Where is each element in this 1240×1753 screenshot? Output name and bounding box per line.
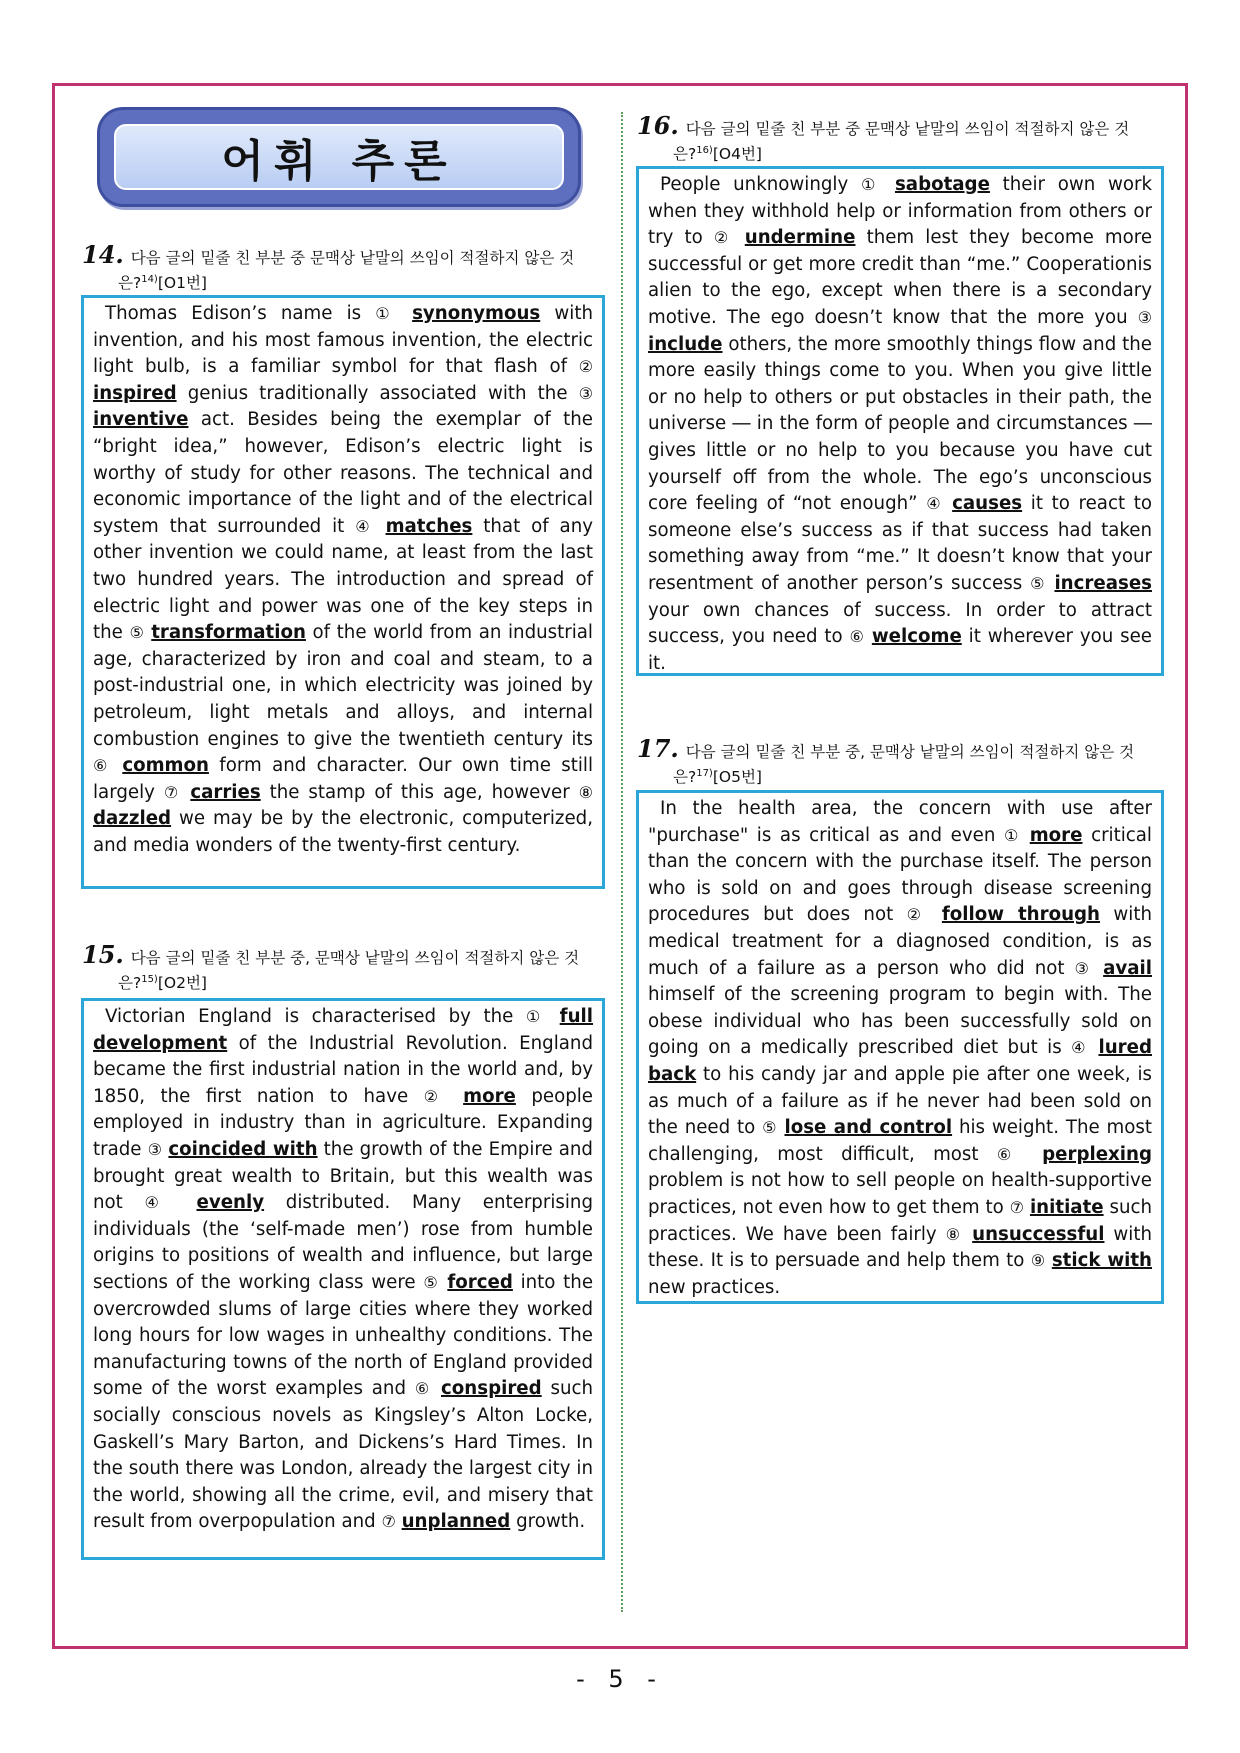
underlined-choice: carries — [190, 781, 261, 803]
choice-marker: ① — [1003, 825, 1022, 845]
passage-segment: such practices. We have been fairly — [648, 1196, 1153, 1245]
question-stem: 다음 글의 밑줄 친 부분 중, 문맥상 낱말의 쓰임이 적절하지 않은 것 — [130, 949, 580, 967]
underlined-choice: lured back — [648, 1037, 1152, 1085]
passage-segment: with invention, and his most famous invention, the electric light bulb, is a familiar symbol for that flash of — [93, 303, 593, 378]
passage-text — [648, 172, 1152, 677]
choice-marker: ⑥ — [414, 1379, 433, 1399]
footnote-ref: 17) — [696, 768, 713, 779]
underlined-choice: more — [463, 1085, 516, 1107]
choice-marker: ⑤ — [129, 623, 145, 643]
choice-marker: ① — [375, 304, 398, 323]
question-header-15 — [82, 940, 602, 994]
choice-marker: ④ — [355, 516, 375, 536]
section-title: 어휘 추론 — [221, 136, 457, 187]
choice-marker: ⑨ — [1030, 1251, 1046, 1271]
choice-marker: ⑤ — [1030, 573, 1047, 593]
choice-marker: ③ — [578, 383, 593, 403]
underlined-choice: dazzled — [93, 808, 172, 830]
section-title-panel — [114, 124, 564, 190]
question-stem-end — [637, 140, 1165, 165]
choice-marker: ⑥ — [849, 627, 865, 647]
passage-segment: with medical treatment for a diagnosed condition, is as much of a failure as a person who did not — [648, 904, 1152, 979]
underlined-choice: conspired — [441, 1378, 542, 1400]
footnote-ref: 15) — [141, 974, 158, 985]
underlined-choice: inspired — [93, 382, 177, 404]
passage-segment: problem is not how to sell people on health-supportive practices, not even how to get them to — [648, 1170, 1152, 1218]
choice-marker: ② — [713, 228, 734, 248]
choice-marker: ② — [906, 905, 929, 925]
passage-segment: others, the more smoothly things flow and the more easily things come to you. When you give little or no help to others or put obstacles in their path, the universe ― in the form of people and circumstances ― gives little or no help to you because you have cut yourself off from the whole. The ego’s unconscious core feeling of “not enough” — [648, 333, 1152, 515]
passage-text — [93, 1004, 593, 1536]
underlined-choice: lose and control — [784, 1117, 953, 1139]
choice-marker: ③ — [1137, 307, 1152, 327]
choice-marker: ④ — [926, 494, 944, 514]
footnote-ref: 14) — [141, 274, 158, 285]
passage-segment: distributed. Many enterprising individuals (the ‘self-made men’) rose from humble origins to positions of wealth and influence, but large sections of the working class were — [93, 1192, 593, 1293]
passage-segment: them lest they become more successful or get more credit than “me.” Cooperationis alien to the ego, except when there is a secondary motive. The ego doesn’t know that the more you — [648, 227, 1153, 328]
choice-marker: ⑤ — [423, 1272, 440, 1292]
question-stem-end — [82, 969, 602, 994]
question-stem: 다음 글의 밑줄 친 부분 중, 문맥상 낱말의 쓰임이 적절하지 않은 것 — [685, 743, 1135, 761]
underlined-choice: increases — [1054, 572, 1152, 594]
choice-marker: ⑥ — [93, 756, 112, 776]
question-stem: 다음 글의 밑줄 친 부분 중 문맥상 낱말의 쓰임이 적절하지 않은 것 — [130, 249, 575, 267]
underlined-choice: coincided with — [168, 1138, 318, 1160]
underlined-choice: full development — [93, 1006, 594, 1054]
choice-marker: ③ — [147, 1139, 163, 1159]
choice-marker: ② — [423, 1086, 448, 1106]
passage-segment: his weight. The most challenging, most difficult, most — [648, 1117, 1152, 1165]
choice-marker: ④ — [1071, 1038, 1090, 1058]
passage-segment: people employed in industry than in agriculture. Expanding trade — [93, 1085, 593, 1160]
passage-segment: it to react to someone else’s success as if that success had taken something away from “me.” It doesn’t know that your resentment of another person’s success — [648, 493, 1152, 594]
underlined-choice: initiate — [1029, 1196, 1104, 1218]
passage-segment: genius traditionally associated with the — [176, 382, 579, 404]
passage-segment: In the health area, the concern with use after "purchase" is as critical as and even — [648, 798, 1152, 846]
underlined-choice: more — [1029, 824, 1083, 846]
underlined-choice: forced — [447, 1271, 513, 1293]
passage-segment: himself of the screening program to begin with. The obese individual who has been successfully sold on going on a medically prescribed diet but is — [648, 984, 1152, 1059]
passage-segment: your own chances of success. In order to attract success, you need to — [648, 599, 1152, 648]
question-number: 16. — [637, 111, 679, 140]
choice-marker: ⑦ — [1009, 1197, 1025, 1217]
choice-marker: ② — [578, 357, 593, 377]
choice-marker: ④ — [144, 1193, 175, 1213]
passage-segment: new practices. — [648, 1276, 781, 1298]
choice-marker: ⑥ — [996, 1144, 1024, 1164]
choice-marker: ① — [525, 1007, 548, 1026]
passage-segment: act. Besides being the exemplar of the “bright idea,” however, Edison’s electric light is worthy of study for other reasons. The technical and economic importance of the light and of the electrical system that surrounded it — [93, 409, 593, 537]
passage-segment: the stamp of this age, however — [260, 781, 579, 803]
passage-segment: Thomas Edison’s name is — [105, 303, 376, 324]
underlined-choice: follow through — [941, 904, 1101, 926]
passage-segment: we may be by the electronic, computerized, and media wonders of the twenty-first century. — [93, 808, 593, 856]
passage-box-17 — [636, 790, 1164, 1304]
question-stem: 다음 글의 밑줄 친 부분 중 문맥상 낱말의 쓰임이 적절하지 않은 것 — [685, 120, 1130, 138]
page-number: - 5 - — [576, 1665, 664, 1693]
question-header-17 — [637, 734, 1165, 788]
choice-marker: ⑤ — [762, 1118, 778, 1138]
passage-segment: People unknowingly — [660, 174, 861, 195]
passage-segment: it wherever you see it. — [648, 626, 1152, 674]
question-code: [O2번] — [157, 974, 207, 993]
footnote-ref: 16) — [696, 145, 713, 156]
choice-marker: ⑧ — [945, 1224, 964, 1244]
choice-marker: ① — [860, 175, 883, 194]
passage-segment: Victorian England is characterised by the — [105, 1006, 526, 1027]
passage-text — [648, 796, 1152, 1301]
choice-marker: ⑧ — [578, 782, 593, 802]
passage-segment: to his candy jar and apple pie after one week, is as much of a failure as if he never had been sold on the need to — [648, 1063, 1152, 1139]
question-number: 15. — [82, 940, 124, 969]
question-code: [O1번] — [157, 274, 207, 293]
passage-segment: their own work when they withhold help or information from others or try to — [648, 174, 1153, 249]
question-header-16 — [637, 111, 1165, 165]
passage-segment: such socially conscious novels as Kingsley’s Alton Locke, Gaskell’s Mary Barton, and Dickens’s Hard Times. In the south there was London, already the largest city in the world, showing all the crime, evil, and misery that result from overpopulation and — [93, 1378, 593, 1533]
stem-end-text: 은? — [673, 768, 697, 787]
underlined-choice: synonymous — [412, 303, 541, 324]
underlined-choice: welcome — [871, 626, 962, 648]
question-code: [O5번] — [712, 768, 762, 787]
choice-marker: ⑦ — [381, 1512, 396, 1532]
passage-box-15 — [81, 998, 605, 1560]
passage-segment: of the Industrial Revolution. England became the first industrial nation in the world and, by 1850, the first nation to have — [93, 1032, 593, 1107]
underlined-choice: avail — [1103, 957, 1152, 979]
passage-segment: critical than the concern with the purchase itself. The person who is sold on and goes through disease screening procedures but does not — [648, 824, 1152, 926]
passage-segment: of the world from an industrial age, characterized by iron and coal and steam, to a post-industrial one, in which electricity was joined by petroleum, light metals and alloys, and internal combustion engines to give the twentieth century its — [93, 622, 593, 750]
passage-segment: into the overcrowded slums of large cities where they worked long hours for low wages in unhealthy conditions. The manufacturing towns of the north of England provided some of the worst examples and — [93, 1271, 594, 1400]
question-number: 17. — [637, 734, 679, 763]
passage-box-16 — [636, 166, 1164, 676]
column-divider — [621, 112, 623, 1612]
stem-end-text: 은? — [673, 145, 697, 164]
question-stem-end — [637, 763, 1165, 788]
underlined-choice: unsuccessful — [972, 1223, 1105, 1245]
question-header-14 — [82, 240, 602, 294]
underlined-choice: transformation — [151, 622, 306, 644]
underlined-choice: causes — [952, 493, 1023, 515]
underlined-choice: sabotage — [894, 174, 990, 195]
passage-segment: that of any other invention we could name, at least from the last two hundred years. The introduction and spread of electric light and power was one of the key steps in the — [93, 515, 593, 644]
passage-box-14 — [81, 295, 605, 889]
passage-segment: the growth of the Empire and brought great wealth to Britain, but this wealth was not — [93, 1138, 593, 1214]
underlined-choice: include — [648, 333, 723, 355]
underlined-choice: perplexing — [1042, 1143, 1152, 1165]
question-number: 14. — [82, 240, 124, 269]
underlined-choice: undermine — [744, 227, 856, 249]
stem-end-text: 은? — [118, 274, 142, 293]
underlined-choice: inventive — [93, 409, 189, 431]
underlined-choice: matches — [385, 515, 473, 537]
underlined-choice: common — [122, 755, 209, 777]
passage-text — [93, 301, 593, 859]
section-title-banner — [97, 107, 581, 207]
stem-end-text: 은? — [118, 974, 142, 993]
passage-segment: with these. It is to persuade and help them to — [648, 1223, 1153, 1272]
question-code: [O4번] — [712, 145, 762, 164]
passage-segment: form and character. Our own time still largely — [93, 755, 594, 803]
question-stem-end — [82, 269, 602, 294]
underlined-choice: evenly — [196, 1192, 265, 1214]
passage-segment: growth. — [510, 1511, 586, 1533]
choice-marker: ③ — [1074, 958, 1094, 978]
underlined-choice: unplanned — [401, 1511, 511, 1533]
choice-marker: ⑦ — [163, 782, 182, 802]
underlined-choice: stick with — [1051, 1250, 1152, 1272]
